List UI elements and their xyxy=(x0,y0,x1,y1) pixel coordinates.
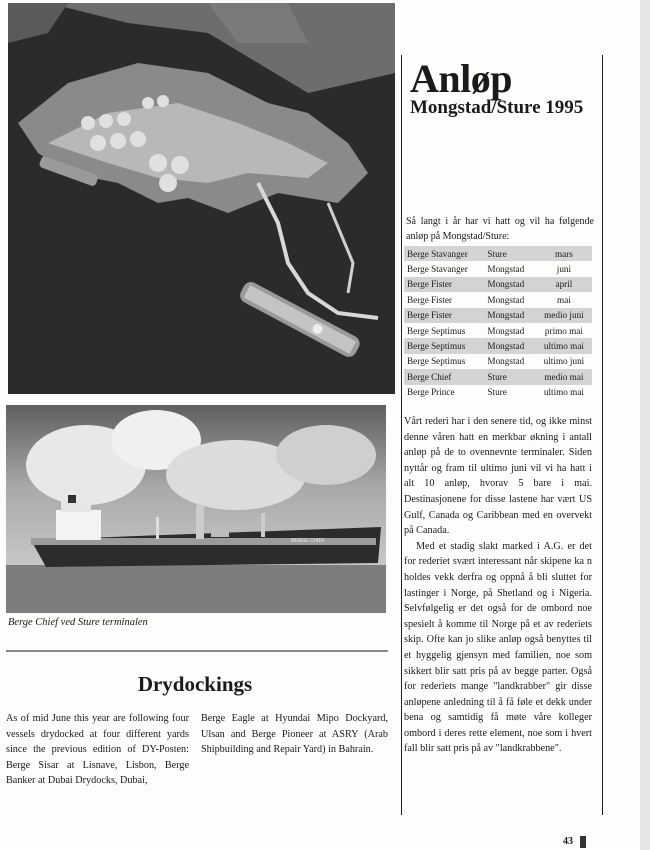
tanker-ship-photo xyxy=(6,405,386,613)
terminal-name: Mongstad xyxy=(484,338,535,353)
call-period: medio mai xyxy=(536,369,592,384)
right-column-right-rule xyxy=(602,55,603,815)
port-call-row xyxy=(404,292,592,307)
drydockings-column-1: As of mid June this year are following four vessels drydocked at four different yards since the previous edition of DY-Posten: Berge Sisar at Lisnave, Lisbon, Berge Banker at Dubai Drydocks, Dubai, xyxy=(6,713,189,787)
vessel-name: Berge Stavanger xyxy=(407,264,468,275)
vessel-name: Berge Fister xyxy=(407,294,452,305)
terminal-name: Mongstad xyxy=(484,308,535,323)
vessel-name: Berge Septimus xyxy=(407,356,466,367)
call-period: mai xyxy=(557,294,571,305)
article-subtitle: Mongstad/Sture 1995 xyxy=(410,97,584,118)
right-column-left-rule xyxy=(401,55,402,815)
call-period: medio juni xyxy=(536,308,592,323)
vessel-name: Berge Fister xyxy=(404,277,484,292)
photo-caption: Berge Chief ved Sture terminalen xyxy=(8,617,148,628)
port-call-row xyxy=(404,261,592,276)
terminal-name: Mongstad xyxy=(487,356,525,367)
call-period: primo mai xyxy=(544,325,583,336)
vessel-name: Berge Septimus xyxy=(407,325,466,336)
call-period: ultimo mai xyxy=(543,387,584,398)
port-call-row xyxy=(404,385,592,400)
port-call-row xyxy=(404,354,592,369)
terminal-name: Mongstad xyxy=(487,264,525,275)
ship-hull-name: BERGE CHIEF xyxy=(291,538,325,544)
call-period: mars xyxy=(536,246,592,261)
port-call-row xyxy=(404,369,592,384)
terminal-name: Mongstad xyxy=(484,277,535,292)
article-body xyxy=(404,414,592,757)
drydockings-column-2: Berge Eagle at Hyundai Mipo Dockyard, Ulsan and Berge Pioneer at ASRY (Arab Shipbuilding and Repair Yard) in Bahrain. xyxy=(201,713,388,756)
body-paragraph-1: Vårt rederi har i den senere tid, og ikke minst denne våren hatt en merkbar økning i antall anløp på de to ovennevnte terminaler. Siden nyttår og fram til ultimo juni vil vi ha hatt i alt 10 anløp, hvorav 5 bare i mai. Destinasjonene for disse lastene har vært US Gulf, Canada og Caribbean med en overvekt på Canada. xyxy=(404,416,592,537)
port-call-row xyxy=(404,323,592,338)
vessel-name: Berge Septimus xyxy=(404,338,484,353)
call-period: juni xyxy=(556,264,572,275)
port-call-row xyxy=(404,277,592,292)
terminal-name: Mongstad xyxy=(487,294,525,305)
aerial-terminal-photo xyxy=(8,3,395,394)
call-period: ultimo juni xyxy=(543,356,585,367)
intro-text: Så langt i år har vi hatt og vil ha følgende anløp på Mongstad/Sture: xyxy=(406,216,594,242)
page-edge xyxy=(640,0,650,850)
aerial-terminal-image xyxy=(8,3,395,394)
vessel-name: Berge Fister xyxy=(404,308,484,323)
vessel-name: Berge Stavanger xyxy=(404,246,484,261)
terminal-name: Mongstad xyxy=(487,325,525,336)
port-call-row xyxy=(404,308,592,323)
drydockings-title: Drydockings xyxy=(137,672,253,696)
section-divider xyxy=(6,650,388,652)
port-call-row xyxy=(404,246,592,261)
call-period: ultimo mai xyxy=(536,338,592,353)
vessel-name: Berge Chief xyxy=(404,369,484,384)
article-title: Anløp xyxy=(410,56,512,101)
port-call-row xyxy=(404,338,592,353)
vessel-name: Berge Prince xyxy=(407,387,455,398)
terminal-name: Sture xyxy=(487,387,507,398)
terminal-name: Sture xyxy=(484,246,535,261)
terminal-name: Sture xyxy=(484,369,535,384)
page-marker xyxy=(580,836,586,848)
call-period: april xyxy=(536,277,592,292)
page-number: 43 xyxy=(563,836,573,847)
tanker-ship-image xyxy=(6,405,386,613)
port-calls-table xyxy=(404,246,592,400)
body-paragraph-2: Med et stadig slakt marked i A.G. er det for rederiet svært interessant når skipene ka n holdes vekk derfra og oppnå å bli sluttet for lastinger i Norge, på Shetland og i Nigeria. Selvfølgelig er det også for de ombord noe spesielt å komme til Norge på et av rederiets skip. Ofte kan jo slike anløp også benyttes til et hyggelig gjensyn med familien, noe som sikkert blir satt pris på av begge parter. Også for rederiets mange "landkrabber" gir disse anløpene anledning til å få føle et dekk under bena og samtidig få møte våre kolleger ombord i deres rette element, noe som i hvert fall blir satt pris på av "landkrabbene". xyxy=(404,540,592,755)
